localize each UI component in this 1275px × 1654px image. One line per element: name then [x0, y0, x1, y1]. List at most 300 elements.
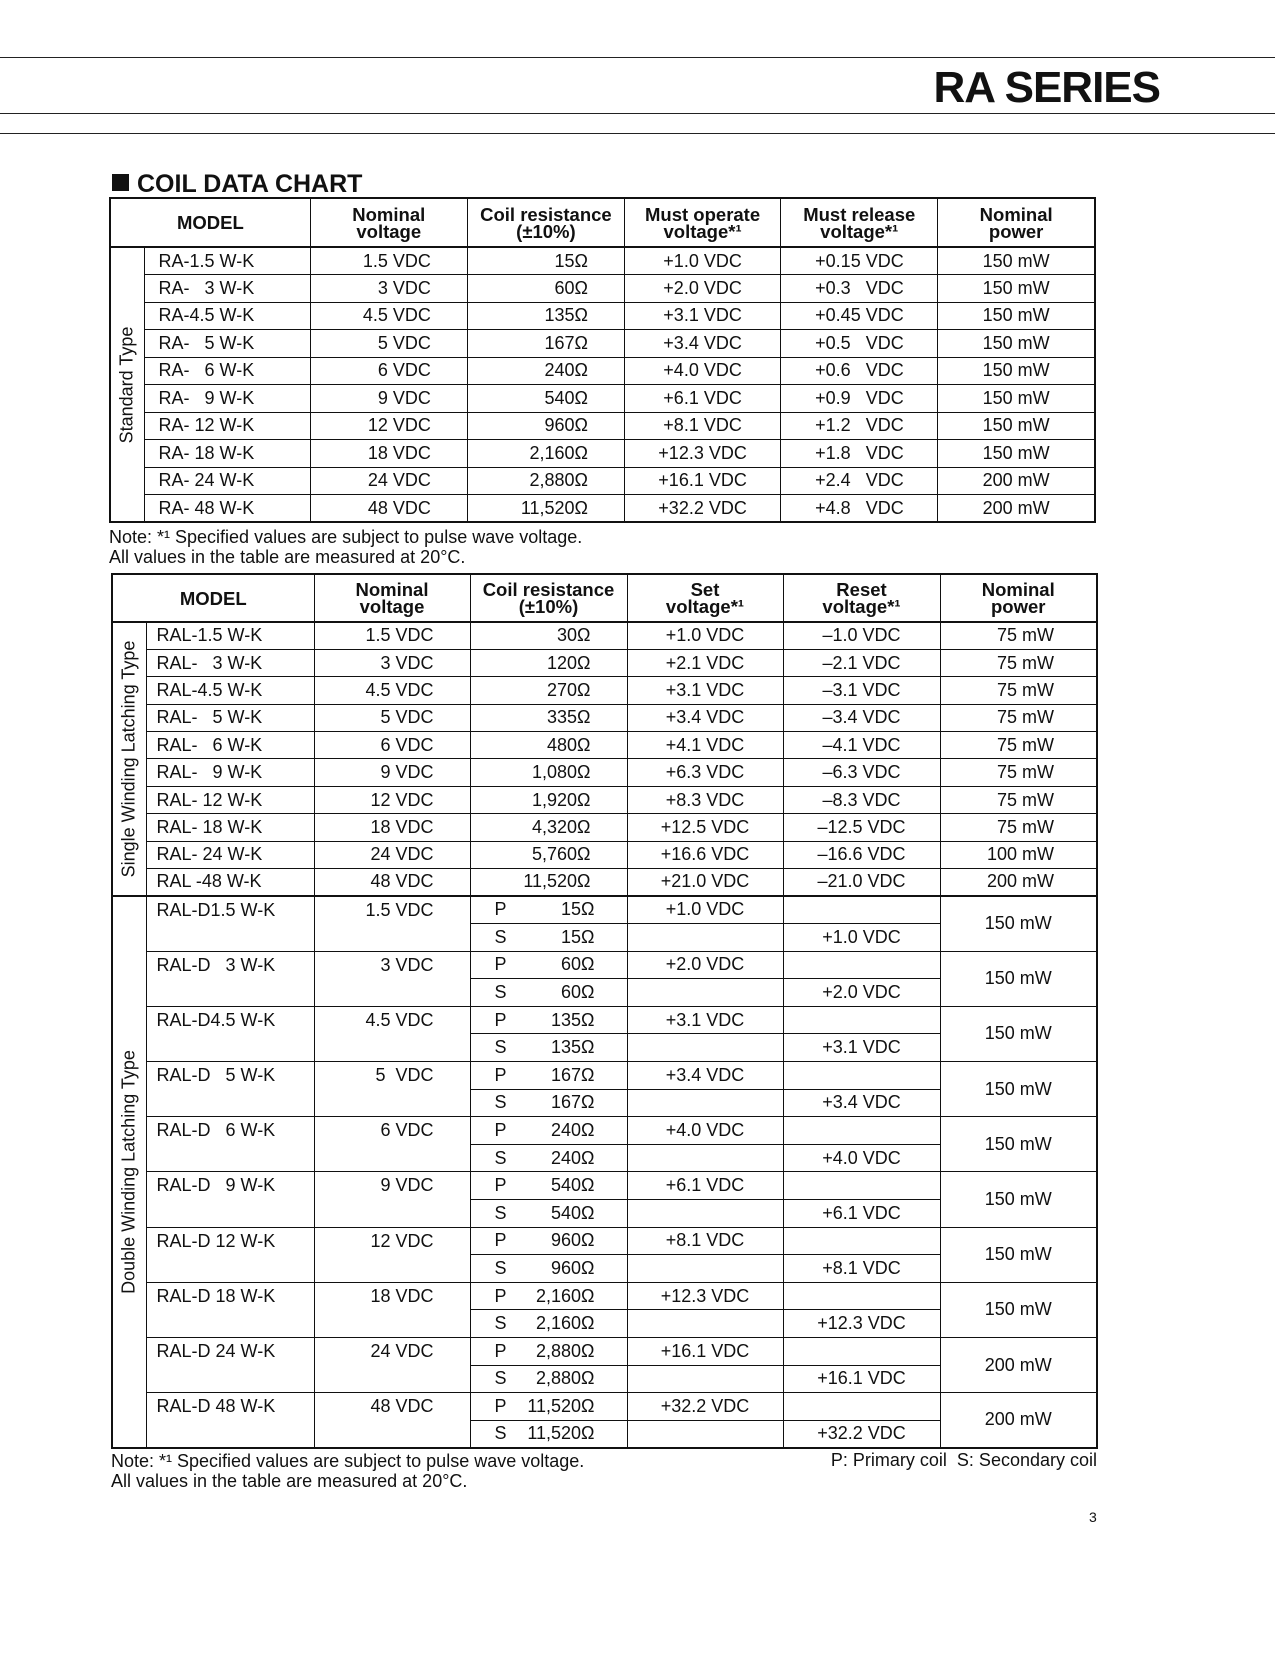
set-voltage-cell: +2.1 VDC — [627, 649, 783, 676]
secondary-resistance-value: 15Ω — [561, 926, 595, 947]
secondary-resistance-value: 2,160Ω — [536, 1313, 595, 1334]
power-cell: 200 mW — [940, 1393, 1097, 1448]
secondary-resistance-cell — [470, 1089, 627, 1117]
primary-resistance-wrap — [471, 1341, 627, 1362]
power-cell: 75 mW — [940, 677, 1097, 704]
set-voltage-cell: +3.1 VDC — [627, 1006, 783, 1034]
power-cell: 150 mW — [938, 247, 1095, 275]
set-voltage-empty-cell — [627, 1310, 783, 1338]
model-cell: RA- 9 W-K — [144, 385, 310, 413]
reset-voltage-cell: –2.1 VDC — [783, 649, 940, 676]
power-cell: 75 mW — [940, 704, 1097, 731]
set-voltage-cell: +8.3 VDC — [627, 786, 783, 813]
group-label-double-winding — [112, 896, 146, 1448]
table-row — [110, 412, 1095, 440]
secondary-label: S — [494, 1313, 507, 1334]
model-cell: RAL- 9 W-K — [146, 759, 314, 786]
secondary-label: S — [494, 1423, 507, 1444]
secondary-label: S — [494, 1092, 507, 1113]
table2-note-line1: Note: *¹ Specified values are subject to pulse wave voltage. — [111, 1451, 585, 1471]
operate-voltage-cell: +6.1 VDC — [625, 385, 781, 413]
model-cell: RA- 18 W-K — [144, 440, 310, 468]
reset-voltage-empty-cell — [783, 1061, 940, 1089]
primary-resistance-cell — [470, 896, 627, 924]
secondary-label: S — [494, 1202, 507, 1223]
table-row — [112, 869, 1097, 896]
model-cell: RAL-D 24 W-K — [146, 1337, 314, 1392]
secondary-resistance-value: 960Ω — [551, 1257, 595, 1278]
reset-voltage-cell: +32.2 VDC — [783, 1420, 940, 1448]
release-voltage-cell: +0.9 VDC — [781, 385, 938, 413]
release-voltage-cell: +0.45 VDC — [781, 302, 938, 330]
secondary-label: S — [494, 926, 507, 947]
resistance-cell: 335Ω — [470, 704, 627, 731]
model-cell: RAL-D 48 W-K — [146, 1393, 314, 1448]
table2-note — [111, 1451, 584, 1491]
model-cell: RA-1.5 W-K — [144, 247, 310, 275]
table-row — [110, 357, 1095, 385]
resistance-cell: 270Ω — [470, 677, 627, 704]
title-underline-rule — [0, 113, 1275, 114]
resistance-cell: 167Ω — [467, 330, 624, 358]
model-cell: RAL-4.5 W-K — [146, 677, 314, 704]
resistance-cell: 2,160Ω — [467, 440, 624, 468]
power-cell: 150 mW — [940, 1117, 1097, 1172]
power-cell: 75 mW — [940, 649, 1097, 676]
secondary-resistance-value: 135Ω — [551, 1037, 595, 1058]
model-cell: RAL-D 9 W-K — [146, 1172, 314, 1227]
table-row — [110, 247, 1095, 275]
table-row — [110, 330, 1095, 358]
table-row — [110, 275, 1095, 303]
header-nominal-power: Nominal power — [940, 574, 1097, 622]
model-cell: RA- 48 W-K — [144, 495, 310, 523]
release-voltage-cell: +2.4 VDC — [781, 467, 938, 495]
table-row — [112, 677, 1097, 704]
secondary-label: S — [494, 1147, 507, 1168]
secondary-resistance-wrap — [471, 1037, 627, 1058]
voltage-cell: 12 VDC — [314, 1227, 470, 1282]
resistance-cell: 120Ω — [470, 649, 627, 676]
power-cell: 75 mW — [940, 786, 1097, 813]
set-voltage-cell: +16.6 VDC — [627, 841, 783, 868]
reset-voltage-empty-cell — [783, 951, 940, 979]
table-row — [112, 759, 1097, 786]
release-voltage-cell: +4.8 VDC — [781, 495, 938, 523]
reset-voltage-cell: +8.1 VDC — [783, 1255, 940, 1283]
release-voltage-cell: +0.3 VDC — [781, 275, 938, 303]
secondary-resistance-cell — [470, 924, 627, 952]
model-cell: RAL- 18 W-K — [146, 814, 314, 841]
header-model: MODEL — [112, 574, 314, 622]
resistance-cell: 480Ω — [470, 732, 627, 759]
power-cell: 150 mW — [938, 385, 1095, 413]
resistance-cell: 4,320Ω — [470, 814, 627, 841]
header-must-operate: Must operate voltage*¹ — [625, 198, 781, 247]
secondary-resistance-wrap — [471, 1203, 627, 1224]
voltage-cell: 6 VDC — [314, 1117, 470, 1172]
reset-voltage-cell: +3.4 VDC — [783, 1089, 940, 1117]
resistance-cell: 2,880Ω — [467, 467, 624, 495]
voltage-cell: 5 VDC — [314, 1061, 470, 1116]
voltage-cell: 24 VDC — [314, 841, 470, 868]
resistance-cell: 11,520Ω — [467, 495, 624, 523]
secondary-resistance-value: 2,880Ω — [536, 1368, 595, 1389]
voltage-cell: 18 VDC — [314, 814, 470, 841]
resistance-cell: 15Ω — [467, 247, 624, 275]
table1-note-line1: Note: *¹ Specified values are subject to pulse wave voltage. — [109, 527, 583, 547]
voltage-cell: 6 VDC — [314, 732, 470, 759]
power-cell: 200 mW — [938, 467, 1095, 495]
table2-note-line2: All values in the table are measured at 20°C. — [111, 1471, 468, 1491]
reset-voltage-cell: –16.6 VDC — [783, 841, 940, 868]
operate-voltage-cell: +32.2 VDC — [625, 495, 781, 523]
resistance-cell: 960Ω — [467, 412, 624, 440]
group-label-text: Single Winding Latching Type — [118, 640, 139, 878]
primary-resistance-cell — [470, 1337, 627, 1365]
header-reset-voltage: Reset voltage*¹ — [783, 574, 940, 622]
title-bottom-rule — [0, 133, 1275, 134]
voltage-cell: 1.5 VDC — [310, 247, 467, 275]
operate-voltage-cell: +12.3 VDC — [625, 440, 781, 468]
set-voltage-empty-cell — [627, 979, 783, 1007]
primary-label: P — [494, 1009, 507, 1030]
set-voltage-cell: +32.2 VDC — [627, 1393, 783, 1421]
model-cell: RAL- 6 W-K — [146, 732, 314, 759]
model-cell: RAL- 12 W-K — [146, 786, 314, 813]
primary-resistance-wrap — [471, 1175, 627, 1196]
header-nominal-voltage: Nominal voltage — [310, 198, 467, 247]
secondary-resistance-cell — [470, 1420, 627, 1448]
table-row — [112, 814, 1097, 841]
secondary-resistance-cell — [470, 1034, 627, 1062]
table-row — [112, 1006, 1097, 1034]
primary-resistance-value: 11,520Ω — [527, 1395, 595, 1416]
voltage-cell: 5 VDC — [310, 330, 467, 358]
reset-voltage-empty-cell — [783, 1117, 940, 1145]
model-cell: RAL- 3 W-K — [146, 649, 314, 676]
release-voltage-cell: +0.5 VDC — [781, 330, 938, 358]
reset-voltage-cell: +16.1 VDC — [783, 1365, 940, 1393]
set-voltage-cell: +8.1 VDC — [627, 1227, 783, 1255]
set-voltage-cell: +1.0 VDC — [627, 896, 783, 924]
model-cell: RA-4.5 W-K — [144, 302, 310, 330]
reset-voltage-cell: –4.1 VDC — [783, 732, 940, 759]
table-row — [112, 732, 1097, 759]
secondary-resistance-cell — [470, 1255, 627, 1283]
power-cell: 150 mW — [938, 275, 1095, 303]
primary-resistance-cell — [470, 1061, 627, 1089]
primary-label: P — [494, 1285, 507, 1306]
operate-voltage-cell: +2.0 VDC — [625, 275, 781, 303]
voltage-cell: 1.5 VDC — [314, 896, 470, 951]
power-cell: 150 mW — [938, 330, 1095, 358]
power-cell: 200 mW — [940, 869, 1097, 896]
reset-voltage-cell: –12.5 VDC — [783, 814, 940, 841]
primary-resistance-cell — [470, 1117, 627, 1145]
table1-header-row — [110, 198, 1095, 247]
resistance-cell: 135Ω — [467, 302, 624, 330]
power-cell: 75 mW — [940, 814, 1097, 841]
reset-voltage-empty-cell — [783, 1227, 940, 1255]
secondary-resistance-value: 167Ω — [551, 1092, 595, 1113]
primary-resistance-value: 2,160Ω — [536, 1285, 595, 1306]
primary-label: P — [494, 1340, 507, 1361]
reset-voltage-cell: +1.0 VDC — [783, 924, 940, 952]
secondary-resistance-wrap — [471, 1423, 627, 1444]
power-cell: 150 mW — [938, 357, 1095, 385]
voltage-cell: 3 VDC — [310, 275, 467, 303]
voltage-cell: 48 VDC — [314, 869, 470, 896]
square-bullet-icon — [112, 174, 129, 191]
reset-voltage-empty-cell — [783, 1172, 940, 1200]
reset-voltage-cell: +3.1 VDC — [783, 1034, 940, 1062]
group-label-text: Double Winding Latching Type — [118, 1049, 139, 1294]
secondary-resistance-cell — [470, 1199, 627, 1227]
resistance-cell: 240Ω — [467, 357, 624, 385]
table-row — [112, 1061, 1097, 1089]
set-voltage-cell: +16.1 VDC — [627, 1337, 783, 1365]
primary-label: P — [494, 1175, 507, 1196]
set-voltage-cell: +3.4 VDC — [627, 704, 783, 731]
model-cell: RAL-D 6 W-K — [146, 1117, 314, 1172]
resistance-cell: 5,760Ω — [470, 841, 627, 868]
voltage-cell: 3 VDC — [314, 951, 470, 1006]
set-voltage-empty-cell — [627, 1255, 783, 1283]
header-coil-resistance: Coil resistance (±10%) — [467, 198, 624, 247]
secondary-resistance-wrap — [471, 927, 627, 948]
voltage-cell: 18 VDC — [310, 440, 467, 468]
primary-resistance-cell — [470, 1227, 627, 1255]
operate-voltage-cell: +1.0 VDC — [625, 247, 781, 275]
reset-voltage-cell: +12.3 VDC — [783, 1310, 940, 1338]
reset-voltage-cell: –1.0 VDC — [783, 622, 940, 649]
voltage-cell: 6 VDC — [310, 357, 467, 385]
table-row — [110, 440, 1095, 468]
table-row — [112, 704, 1097, 731]
voltage-cell: 48 VDC — [310, 495, 467, 523]
primary-resistance-cell — [470, 1282, 627, 1310]
header-must-release: Must release voltage*¹ — [781, 198, 938, 247]
voltage-cell: 12 VDC — [310, 412, 467, 440]
secondary-label: S — [494, 1037, 507, 1058]
set-voltage-cell: +3.4 VDC — [627, 1061, 783, 1089]
voltage-cell: 5 VDC — [314, 704, 470, 731]
reset-voltage-empty-cell — [783, 1337, 940, 1365]
primary-resistance-cell — [470, 1006, 627, 1034]
resistance-cell: 1,080Ω — [470, 759, 627, 786]
secondary-label: S — [494, 1368, 507, 1389]
set-voltage-empty-cell — [627, 1420, 783, 1448]
secondary-resistance-value: 60Ω — [561, 981, 595, 1002]
primary-resistance-value: 240Ω — [551, 1119, 595, 1140]
table-row — [112, 622, 1097, 649]
operate-voltage-cell: +16.1 VDC — [625, 467, 781, 495]
reset-voltage-cell: –3.4 VDC — [783, 704, 940, 731]
table-row — [110, 302, 1095, 330]
reset-voltage-empty-cell — [783, 1393, 940, 1421]
release-voltage-cell: +0.6 VDC — [781, 357, 938, 385]
resistance-cell: 60Ω — [467, 275, 624, 303]
power-cell: 150 mW — [938, 440, 1095, 468]
voltage-cell: 18 VDC — [314, 1282, 470, 1337]
section-heading-text: COIL DATA CHART — [137, 170, 363, 198]
primary-label: P — [494, 954, 507, 975]
operate-voltage-cell: +3.1 VDC — [625, 302, 781, 330]
reset-voltage-cell: –6.3 VDC — [783, 759, 940, 786]
model-cell: RA- 5 W-K — [144, 330, 310, 358]
primary-label: P — [494, 899, 507, 920]
reset-voltage-cell: +6.1 VDC — [783, 1199, 940, 1227]
reset-voltage-cell: +4.0 VDC — [783, 1144, 940, 1172]
resistance-cell: 540Ω — [467, 385, 624, 413]
table-row — [112, 1337, 1097, 1365]
set-voltage-empty-cell — [627, 1199, 783, 1227]
set-voltage-cell: +6.3 VDC — [627, 759, 783, 786]
model-cell: RAL-D 3 W-K — [146, 951, 314, 1006]
table1-note-line2: All values in the table are measured at 20°C. — [109, 547, 466, 567]
primary-resistance-value: 167Ω — [551, 1064, 595, 1085]
power-cell: 200 mW — [940, 1337, 1097, 1392]
secondary-resistance-wrap — [471, 1258, 627, 1279]
set-voltage-cell: +4.0 VDC — [627, 1117, 783, 1145]
voltage-cell: 24 VDC — [310, 467, 467, 495]
reset-voltage-empty-cell — [783, 896, 940, 924]
primary-resistance-value: 960Ω — [551, 1230, 595, 1251]
secondary-resistance-wrap — [471, 1092, 627, 1113]
secondary-resistance-value: 240Ω — [551, 1147, 595, 1168]
header-model: MODEL — [110, 198, 310, 247]
primary-resistance-wrap — [471, 1230, 627, 1251]
header-nominal-voltage: Nominal voltage — [314, 574, 470, 622]
table-row — [110, 467, 1095, 495]
voltage-cell: 9 VDC — [314, 1172, 470, 1227]
primary-resistance-cell — [470, 1393, 627, 1421]
secondary-resistance-cell — [470, 1144, 627, 1172]
primary-resistance-cell — [470, 951, 627, 979]
voltage-cell: 3 VDC — [314, 649, 470, 676]
power-cell: 150 mW — [940, 1006, 1097, 1061]
model-cell: RA- 12 W-K — [144, 412, 310, 440]
primary-resistance-value: 60Ω — [561, 954, 595, 975]
operate-voltage-cell: +8.1 VDC — [625, 412, 781, 440]
table-row — [112, 951, 1097, 979]
table-row — [110, 495, 1095, 523]
standard-coil-table — [109, 197, 1096, 523]
primary-resistance-wrap — [471, 1396, 627, 1417]
secondary-resistance-wrap — [471, 1148, 627, 1169]
model-cell: RAL-D 12 W-K — [146, 1227, 314, 1282]
set-voltage-cell: +2.0 VDC — [627, 951, 783, 979]
reset-voltage-cell: +2.0 VDC — [783, 979, 940, 1007]
secondary-resistance-wrap — [471, 1368, 627, 1389]
top-rule — [0, 57, 1275, 58]
model-cell: RAL-D1.5 W-K — [146, 896, 314, 951]
reset-voltage-cell: –3.1 VDC — [783, 677, 940, 704]
model-cell: RAL-D4.5 W-K — [146, 1006, 314, 1061]
power-cell: 75 mW — [940, 732, 1097, 759]
model-cell: RAL-D 18 W-K — [146, 1282, 314, 1337]
table-row — [112, 1172, 1097, 1200]
secondary-resistance-value: 11,520Ω — [527, 1423, 595, 1444]
secondary-label: S — [494, 1257, 507, 1278]
model-cell: RA- 24 W-K — [144, 467, 310, 495]
operate-voltage-cell: +3.4 VDC — [625, 330, 781, 358]
latching-coil-table — [111, 573, 1098, 1449]
group-label-single-winding — [112, 622, 146, 896]
primary-resistance-value: 540Ω — [551, 1175, 595, 1196]
primary-resistance-wrap — [471, 1120, 627, 1141]
table-row — [112, 786, 1097, 813]
model-cell: RA- 6 W-K — [144, 357, 310, 385]
primary-label: P — [494, 1064, 507, 1085]
section-heading — [112, 172, 362, 197]
coil-legend: P: Primary coil S: Secondary coil — [830, 1450, 1097, 1470]
secondary-resistance-cell — [470, 1365, 627, 1393]
power-cell: 150 mW — [940, 1061, 1097, 1116]
table-row — [112, 1117, 1097, 1145]
model-cell: RAL-D 5 W-K — [146, 1061, 314, 1116]
page-number: 3 — [1089, 1509, 1097, 1525]
power-cell: 75 mW — [940, 622, 1097, 649]
table-row — [112, 1227, 1097, 1255]
table-row — [112, 649, 1097, 676]
secondary-resistance-cell — [470, 1310, 627, 1338]
power-cell: 150 mW — [938, 412, 1095, 440]
table-row — [110, 385, 1095, 413]
set-voltage-cell: +3.1 VDC — [627, 677, 783, 704]
primary-label: P — [494, 1230, 507, 1251]
group-label-text: Standard Type — [116, 326, 137, 443]
secondary-resistance-wrap — [471, 982, 627, 1003]
set-voltage-empty-cell — [627, 1034, 783, 1062]
voltage-cell: 4.5 VDC — [310, 302, 467, 330]
set-voltage-cell: +21.0 VDC — [627, 869, 783, 896]
power-cell: 150 mW — [940, 896, 1097, 951]
set-voltage-empty-cell — [627, 1144, 783, 1172]
power-cell: 150 mW — [940, 951, 1097, 1006]
secondary-resistance-cell — [470, 979, 627, 1007]
primary-resistance-wrap — [471, 1065, 627, 1086]
power-cell: 200 mW — [938, 495, 1095, 523]
table-row — [112, 841, 1097, 868]
power-cell: 150 mW — [940, 1227, 1097, 1282]
reset-voltage-cell: –21.0 VDC — [783, 869, 940, 896]
model-cell: RAL- 24 W-K — [146, 841, 314, 868]
voltage-cell: 1.5 VDC — [314, 622, 470, 649]
set-voltage-cell: +4.1 VDC — [627, 732, 783, 759]
primary-resistance-value: 2,880Ω — [536, 1340, 595, 1361]
power-cell: 100 mW — [940, 841, 1097, 868]
table-row — [112, 1282, 1097, 1310]
set-voltage-empty-cell — [627, 924, 783, 952]
header-set-voltage: Set voltage*¹ — [627, 574, 783, 622]
resistance-cell: 11,520Ω — [470, 869, 627, 896]
set-voltage-cell: +12.5 VDC — [627, 814, 783, 841]
reset-voltage-empty-cell — [783, 1282, 940, 1310]
model-cell: RAL -48 W-K — [146, 869, 314, 896]
operate-voltage-cell: +4.0 VDC — [625, 357, 781, 385]
power-cell: 150 mW — [940, 1172, 1097, 1227]
primary-resistance-cell — [470, 1172, 627, 1200]
voltage-cell: 24 VDC — [314, 1337, 470, 1392]
set-voltage-cell: +12.3 VDC — [627, 1282, 783, 1310]
voltage-cell: 9 VDC — [314, 759, 470, 786]
primary-resistance-wrap — [471, 899, 627, 920]
series-title: RA SERIES — [933, 63, 1160, 112]
reset-voltage-cell: –8.3 VDC — [783, 786, 940, 813]
voltage-cell: 12 VDC — [314, 786, 470, 813]
